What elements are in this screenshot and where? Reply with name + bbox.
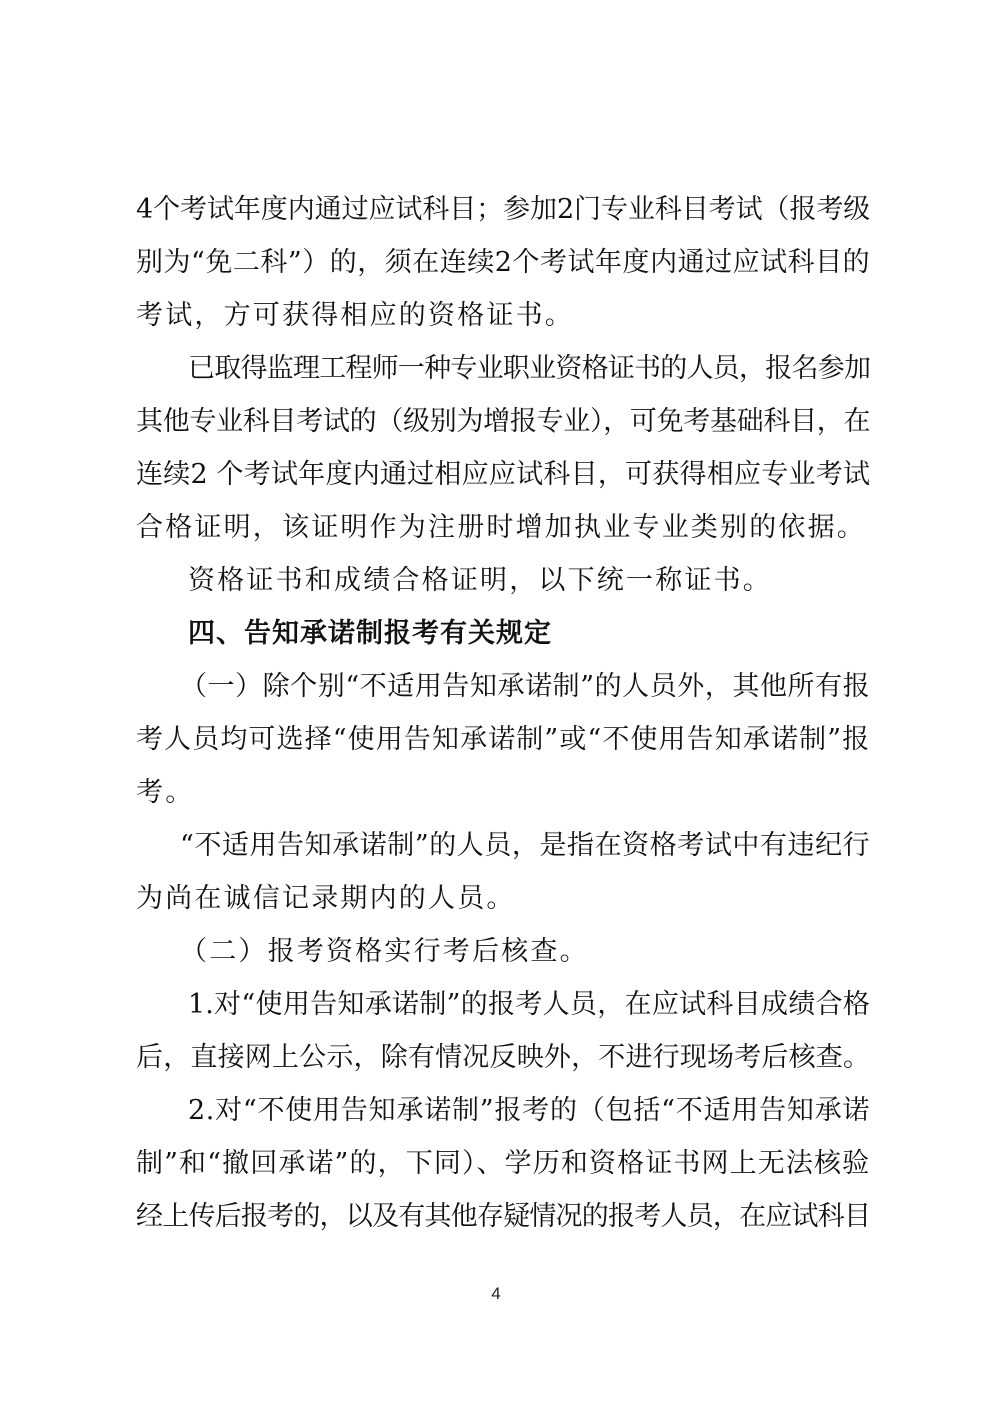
text-line-15: （二）报考资格实行考后核查。 [180, 936, 589, 967]
text-line-20: 经上传后报考的，以及有其他存疑情况的报考人员，在应试科目 [136, 1201, 870, 1232]
text-line-17: 后，直接网上公示，除有情况反映外，不进行现场考后核查。 [136, 1042, 870, 1073]
page-number: 4 [491, 1284, 501, 1303]
text-line-16: 1.对“使用告知承诺制”的报考人员，在应试科目成绩合格 [188, 989, 870, 1020]
text-line-12: 考。 [136, 777, 195, 808]
section-heading: 四、告知承诺制报考有关规定 [188, 618, 552, 649]
text-line-11: 考人员均可选择“使用告知承诺制”或“不使用告知承诺制”报 [136, 724, 870, 755]
text-line-7: 合格证明，该证明作为注册时增加执业专业类别的依据。 [136, 512, 866, 543]
text-line-5: 其他专业科目考试的（级别为增报专业），可免考基础科目，在 [136, 406, 870, 437]
text-line-1: 4个考试年度内通过应试科目；参加2门专业科目考试（报考级 [136, 194, 870, 225]
text-line-4: 已取得监理工程师一种专业职业资格证书的人员，报名参加 [188, 353, 870, 384]
text-line-3: 考试，方可获得相应的资格证书。 [136, 300, 574, 331]
text-line-18: 2.对“不使用告知承诺制”报考的（包括“不适用告知承诺 [188, 1095, 870, 1126]
text-line-10: （一）除个别“不适用告知承诺制”的人员外，其他所有报 [180, 671, 870, 702]
text-line-19: 制”和“撤回承诺”的，下同）、学历和资格证书网上无法核验 [136, 1148, 870, 1179]
text-line-14: 为尚在诚信记录期内的人员。 [136, 883, 516, 914]
text-line-8: 资格证书和成绩合格证明，以下统一称证书。 [188, 565, 772, 596]
text-line-6: 连续2 个考试年度内通过相应应试科目，可获得相应专业考试 [136, 459, 870, 490]
text-line-13: “不适用告知承诺制”的人员，是指在资格考试中有违纪行 [180, 830, 870, 861]
text-line-2: 别为“免二科”）的，须在连续2个考试年度内通过应试科目的 [136, 247, 870, 278]
